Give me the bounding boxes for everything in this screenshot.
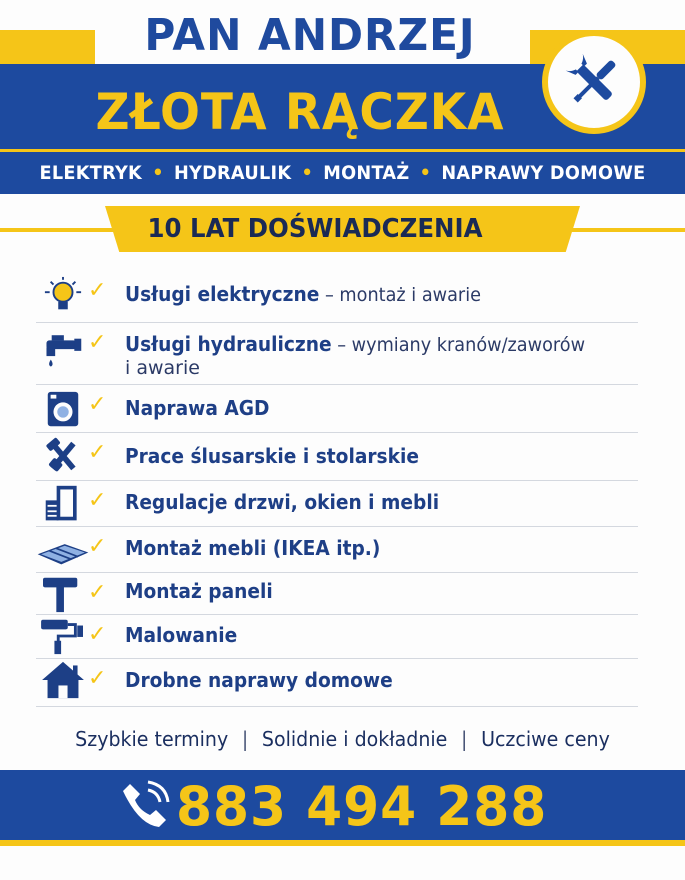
service-label: Montaż mebli (IKEA itp.)	[125, 536, 381, 560]
strip-item-home-repairs: NAPRAWY DOMOWE	[441, 162, 646, 184]
service-item	[36, 322, 638, 385]
strip-item-assembly: MONTAŻ	[323, 162, 410, 184]
flatpack-icon	[36, 530, 90, 570]
phone-number[interactable]: 883 494 288	[176, 775, 548, 838]
service-label: Naprawa AGD	[125, 396, 270, 420]
service-item	[36, 526, 638, 573]
service-label	[125, 282, 481, 307]
check-icon: ✓	[88, 622, 107, 647]
check-icon: ✓	[88, 534, 107, 559]
phone-icon[interactable]	[118, 780, 170, 832]
logo-badge	[542, 30, 646, 134]
service-label	[125, 332, 585, 357]
tagline-separator: |	[461, 727, 468, 751]
check-icon: ✓	[88, 278, 107, 303]
check-icon: ✓	[88, 440, 107, 465]
services-strip	[24, 158, 661, 188]
faucet-icon	[36, 330, 90, 370]
service-desc: – montaż i awarie	[319, 284, 481, 306]
check-icon: ✓	[88, 392, 107, 417]
header-yellow-line	[0, 149, 685, 152]
service-desc: – wymiany kranów/zaworów	[331, 334, 586, 356]
service-item	[36, 270, 638, 323]
check-icon: ✓	[88, 666, 107, 691]
service-label: Drobne naprawy domowe	[125, 668, 393, 692]
tagline-item: Uczciwe ceny	[481, 727, 610, 751]
service-item	[36, 658, 638, 707]
paint-roller-icon	[36, 616, 90, 656]
strip-separator: •	[419, 162, 432, 184]
tagline	[17, 722, 668, 756]
strip-item-plumber: HYDRAULIK	[173, 162, 292, 184]
service-title: Usługi hydrauliczne	[125, 332, 332, 356]
tagline-item: Szybkie terminy	[75, 727, 229, 751]
strip-separator: •	[301, 162, 314, 184]
check-icon: ✓	[88, 330, 107, 355]
service-label: Malowanie	[125, 623, 238, 647]
service-item	[36, 480, 638, 527]
service-label: Prace ślusarskie i stolarskie	[125, 444, 419, 468]
strip-separator: •	[152, 162, 164, 184]
tools-icon	[36, 436, 90, 476]
wrench-screwdriver-icon	[560, 48, 628, 116]
service-label: Regulacje drzwi, okien i mebli	[125, 490, 440, 514]
service-label: Montaż paneli	[125, 579, 273, 603]
title-name: PAN ANDRZEJ	[144, 10, 476, 61]
service-item	[36, 614, 638, 659]
title-golden-hands: ZŁOTA RĄCZKA	[95, 83, 505, 141]
tagline-separator: |	[241, 727, 249, 751]
check-icon: ✓	[88, 580, 107, 605]
service-item	[36, 432, 638, 481]
service-title: Usługi elektryczne	[125, 282, 320, 306]
door-window-icon	[36, 484, 90, 524]
strip-item-electrician: ELEKTRYK	[39, 162, 143, 184]
washing-machine-icon	[36, 390, 90, 430]
lightbulb-icon	[36, 276, 90, 316]
hammer-icon	[36, 574, 90, 614]
service-desc-line2: i awarie	[125, 357, 200, 379]
experience-text: 10 LAT DOŚWIADCZENIA	[147, 214, 483, 244]
service-item	[36, 572, 638, 615]
check-icon: ✓	[88, 488, 107, 513]
tagline-item: Solidnie i dokładnie	[261, 727, 448, 751]
service-item	[36, 384, 638, 433]
house-icon	[36, 660, 90, 700]
